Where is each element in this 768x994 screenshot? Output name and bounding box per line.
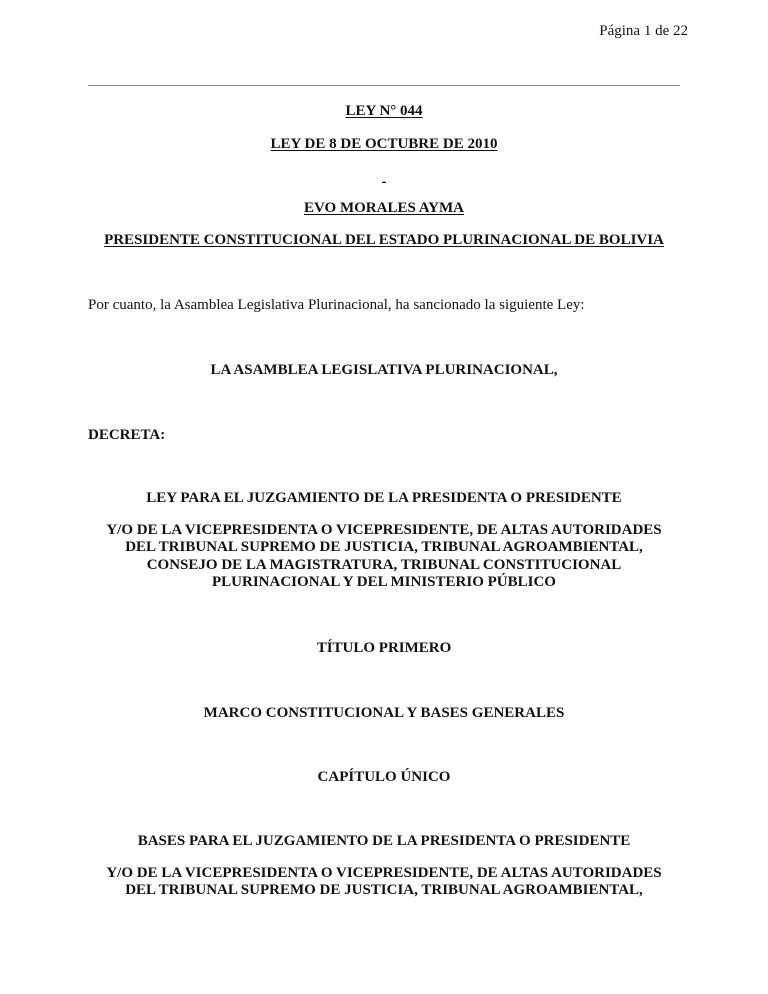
title-first-name: MARCO CONSTITUCIONAL Y BASES GENERALES [203,705,565,721]
preamble: Por cuanto, la Asamblea Legislativa Plurinacional, ha sancionado la siguiente Ley: [88,297,585,313]
law-heading [88,490,680,592]
law-number: LEY N° 044 [345,103,423,119]
law-heading-line: Y/O DE LA VICEPRESIDENTA O VICEPRESIDENTE, DE ALTAS AUTORIDADES [106,521,662,538]
law-date: LEY DE 8 DE OCTUBRE DE 2010 [270,136,498,152]
law-heading-line: LEY PARA EL JUZGAMIENTO DE LA PRESIDENTA O PRESIDENTE [146,490,622,506]
separator: - [381,174,387,190]
law-heading-line: CONSEJO DE LA MAGISTRATURA, TRIBUNAL CONSTITUCIONAL [146,556,622,573]
assembly-heading: LA ASAMBLEA LEGISLATIVA PLURINACIONAL, [210,362,558,378]
law-heading-line: DEL TRIBUNAL SUPREMO DE JUSTICIA, TRIBUNAL AGROAMBIENTAL, [125,539,643,555]
law-heading-line: PLURINACIONAL Y DEL MINISTERIO PÚBLICO [212,574,556,590]
chapter-heading-line: DEL TRIBUNAL SUPREMO DE JUSTICIA, TRIBUNAL AGROAMBIENTAL, [125,882,643,898]
chapter-heading-line: Y/O DE LA VICEPRESIDENTA O VICEPRESIDENTE, DE ALTAS AUTORIDADES [106,864,662,881]
chapter-heading-line: BASES PARA EL JUZGAMIENTO DE LA PRESIDENTA O PRESIDENTE [137,833,631,849]
chapter-label: CAPÍTULO ÚNICO [317,769,451,785]
header-divider [88,85,680,86]
chapter-heading [88,833,680,900]
decree-label: DECRETA: [88,427,166,443]
page-indicator: Página 1 de 22 [599,23,688,39]
president-title: PRESIDENTE CONSTITUCIONAL DEL ESTADO PLURINACIONAL DE BOLIVIA [104,232,664,248]
president-name: EVO MORALES AYMA [304,200,464,216]
title-first: TÍTULO PRIMERO [316,640,452,656]
